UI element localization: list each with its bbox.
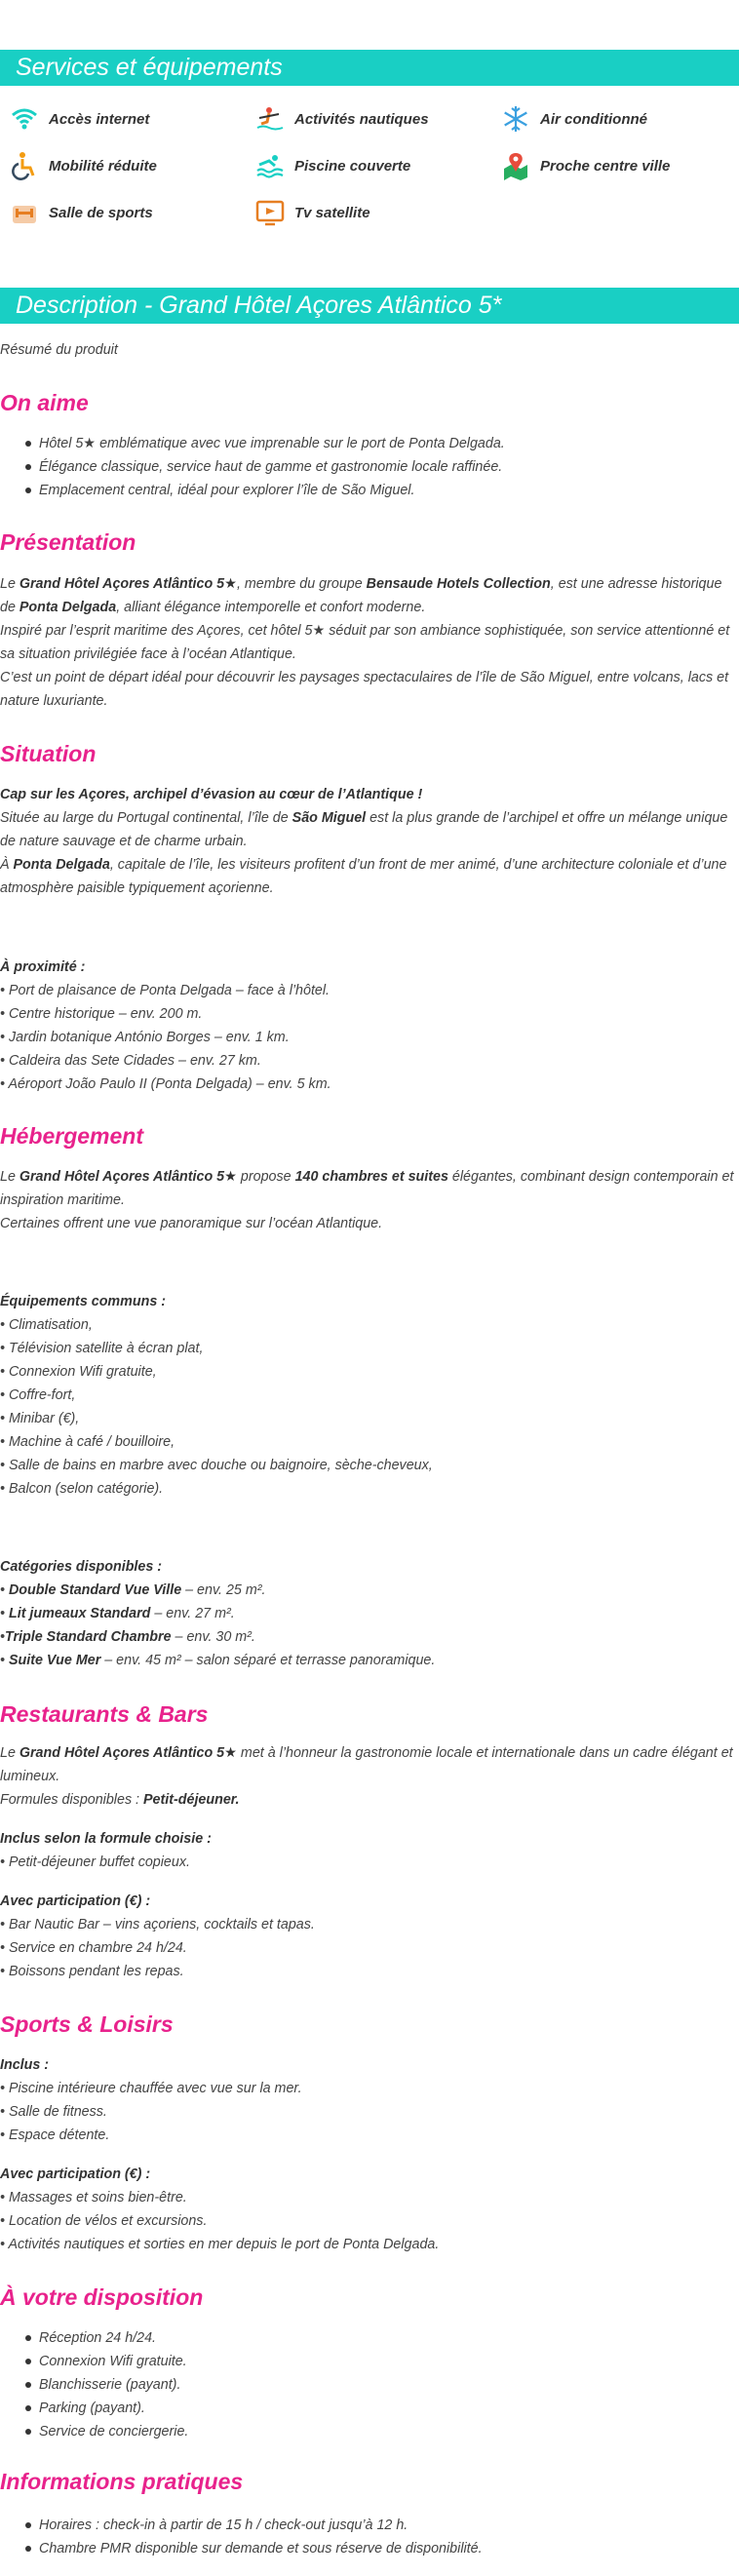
- list-item: • Piscine intérieure chauffée avec vue sur la mer.: [0, 2081, 302, 2096]
- service-mobilite: Mobilité réduite: [10, 151, 157, 180]
- infos-list: [0, 2514, 483, 2560]
- list-item: Connexion Wifi gratuite.: [0, 2350, 188, 2373]
- list-item: Horaires : check-in à partir de 15 h / check-out jusqu’à 12 h.: [0, 2514, 483, 2537]
- hebergement-text: Le Grand Hôtel Açores Atlântico 5★ propose 140 chambres et suites élégantes, combinant design contemporain et inspiration maritime. Certaines offrent une vue panoramique sur l’océan Atlantique.: [0, 1169, 734, 1231]
- list-item: Élégance classique, service haut de gamme et gastronomie locale raffinée.: [0, 455, 505, 479]
- list-item: • Lit jumeaux Standard – env. 27 m².: [0, 1606, 235, 1621]
- service-piscine: Piscine couverte: [255, 151, 410, 180]
- restaurants-paid: Avec participation (€) : • Bar Nautic Bar – vins açoriens, cocktails et tapas. • Service en chambre 24 h/24. • Boissons pendant les repas.: [0, 1890, 737, 1983]
- list-item: • Machine à café / bouilloire,: [0, 1434, 175, 1450]
- description-header: [0, 288, 739, 324]
- tv-icon: [255, 198, 285, 227]
- list-item: Hôtel 5★ emblématique avec vue imprenable sur le port de Ponta Delgada.: [0, 432, 505, 455]
- list-item: • Location de vélos et excursions.: [0, 2213, 208, 2229]
- list-item: • Service en chambre 24 h/24.: [0, 1940, 187, 1956]
- hebergement-heading: Hébergement: [0, 1123, 143, 1149]
- list-item: • Suite Vue Mer – env. 45 m² – salon séparé et terrasse panoramique.: [0, 1653, 436, 1668]
- list-item: • Jardin botanique António Borges – env. 1 km.: [0, 1030, 290, 1045]
- infos-heading: Informations pratiques: [0, 2469, 244, 2494]
- list-item: • Centre historique – env. 200 m.: [0, 1006, 203, 1022]
- sports-heading: Sports & Loisirs: [0, 2011, 174, 2037]
- situation-heading: Situation: [0, 741, 97, 766]
- restaurants-included: Inclus selon la formule choisie : • Petit-déjeuner buffet copieux.: [0, 1827, 737, 1874]
- list-item: • Connexion Wifi gratuite,: [0, 1364, 157, 1380]
- list-item: • Télévision satellite à écran plat,: [0, 1341, 204, 1356]
- services-header: [0, 50, 739, 86]
- summary-text: Résumé du produit: [0, 342, 118, 358]
- snowflake-icon: [501, 104, 530, 134]
- equipment-list: Équipements communs : • Climatisation, • Télévision satellite à écran plat, • Connexion Wifi gratuite, • Coffre-fort, • Minibar (€), • Machine à café / bouilloire, • Salle de bains en marbre avec douche ou baignoire, sèche-cheveux, • Balcon (selon catégorie).: [0, 1290, 737, 1501]
- description-title: Description - Grand Hôtel Açores Atlântico 5*: [16, 292, 502, 319]
- service-sport: Salle de sports: [10, 198, 153, 227]
- restaurants-heading: Restaurants & Bars: [0, 1701, 209, 1727]
- list-item: • Salle de bains en marbre avec douche ou baignoire, sèche-cheveux,: [0, 1458, 433, 1473]
- water-sports-icon: [255, 104, 285, 134]
- nearby-list: À proximité : • Port de plaisance de Ponta Delgada – face à l’hôtel. • Centre historique – env. 200 m. • Jardin botanique António Borges – env. 1 km. • Caldeira das Sete Cidades – env. 27 km. • Aéroport João Paulo II (Ponta Delgada) – env. 5 km.: [0, 956, 737, 1096]
- disposition-heading: À votre disposition: [0, 2284, 204, 2310]
- list-item: • Salle de fitness.: [0, 2104, 107, 2120]
- service-nautique: Activités nautiques: [255, 104, 429, 134]
- list-item: • Port de plaisance de Ponta Delgada – face à l’hôtel.: [0, 983, 331, 998]
- service-centre: Proche centre ville: [501, 151, 670, 180]
- list-item: • Caldeira das Sete Cidades – env. 27 km.: [0, 1053, 261, 1069]
- service-aircon: Air conditionné: [501, 104, 647, 134]
- services-title: Services et équipements: [16, 54, 283, 81]
- presentation-heading: Présentation: [0, 529, 136, 555]
- service-tv: Tv satellite: [255, 198, 370, 227]
- list-item: Blanchisserie (payant).: [0, 2373, 188, 2397]
- gym-icon: [10, 198, 39, 227]
- list-item: • Aéroport João Paulo II (Ponta Delgada) – env. 5 km.: [0, 1076, 331, 1092]
- list-item: Réception 24 h/24.: [0, 2326, 188, 2350]
- list-item: • Double Standard Vue Ville – env. 25 m².: [0, 1582, 266, 1598]
- service-internet: Accès internet: [10, 104, 149, 134]
- list-item: • Climatisation,: [0, 1317, 93, 1333]
- sports-included: Inclus : • Piscine intérieure chauffée avec vue sur la mer. • Salle de fitness. • Espace détente.: [0, 2053, 737, 2147]
- sports-paid: Avec participation (€) : • Massages et soins bien-être. • Location de vélos et excursions. • Activités nautiques et sorties en mer depuis le port de Ponta Delgada.: [0, 2163, 737, 2256]
- list-item: •Triple Standard Chambre – env. 30 m².: [0, 1629, 255, 1645]
- list-item: • Balcon (selon catégorie).: [0, 1481, 164, 1497]
- on-aime-heading: On aime: [0, 390, 89, 415]
- list-item: • Activités nautiques et sorties en mer depuis le port de Ponta Delgada.: [0, 2237, 440, 2252]
- list-item: Service de conciergerie.: [0, 2420, 188, 2443]
- situation-text: Cap sur les Açores, archipel d’évasion au cœur de l’Atlantique ! Située au large du Portugal continental, l’île de São Miguel est la plus grande de l’archipel et offre un mélange unique de nature sauvage et de charme urbain. À Ponta Delgada, capitale de l’île, les visiteurs profitent d’un front de mer animé, d’une architecture coloniale et d’une atmosphère paisible typiquement açorienne.: [0, 787, 728, 896]
- list-item: Chambre PMR disponible sur demande et sous réserve de disponibilité.: [0, 2537, 483, 2560]
- list-item: • Boissons pendant les repas.: [0, 1964, 184, 1979]
- list-item: • Espace détente.: [0, 2127, 110, 2143]
- restaurants-text: Le Grand Hôtel Açores Atlântico 5★ met à l’honneur la gastronomie locale et internationale dans un cadre élégant et lumineux. Formules disponibles : Petit-déjeuner.: [0, 1745, 733, 1808]
- wheelchair-icon: [10, 151, 39, 180]
- map-pin-icon: [501, 151, 530, 180]
- pool-icon: [255, 151, 285, 180]
- list-item: • Minibar (€),: [0, 1411, 80, 1426]
- list-item: • Massages et soins bien-être.: [0, 2190, 187, 2205]
- wifi-icon: [10, 104, 39, 134]
- categories-list: Catégories disponibles : • Double Standard Vue Ville – env. 25 m². • Lit jumeaux Standard – env. 27 m². •Triple Standard Chambre – env. 30 m². • Suite Vue Mer – env. 45 m² – salon séparé et terrasse panoramique.: [0, 1555, 737, 1672]
- on-aime-list: [0, 432, 505, 502]
- list-item: • Coffre-fort,: [0, 1387, 76, 1403]
- list-item: Parking (payant).: [0, 2397, 188, 2420]
- list-item: Emplacement central, idéal pour explorer l’île de São Miguel.: [0, 479, 505, 502]
- disposition-list: [0, 2326, 188, 2443]
- list-item: • Bar Nautic Bar – vins açoriens, cocktails et tapas.: [0, 1917, 315, 1932]
- list-item: • Petit-déjeuner buffet copieux.: [0, 1854, 190, 1870]
- presentation-text: Le Grand Hôtel Açores Atlântico 5★, membre du groupe Bensaude Hotels Collection, est une adresse historique de Ponta Delgada, alliant élégance intemporelle et confort moderne. Inspiré par l’esprit maritime des Açores, cet hôtel 5★ séduit par son ambiance sophistiquée, son service attentionné et sa situation privilégiée face à l’océan Atlantique. C’est un point de départ idéal pour découvrir les paysages spectaculaires de l’île de São Miguel, entre volcans, lacs et nature luxuriante.: [0, 576, 730, 709]
